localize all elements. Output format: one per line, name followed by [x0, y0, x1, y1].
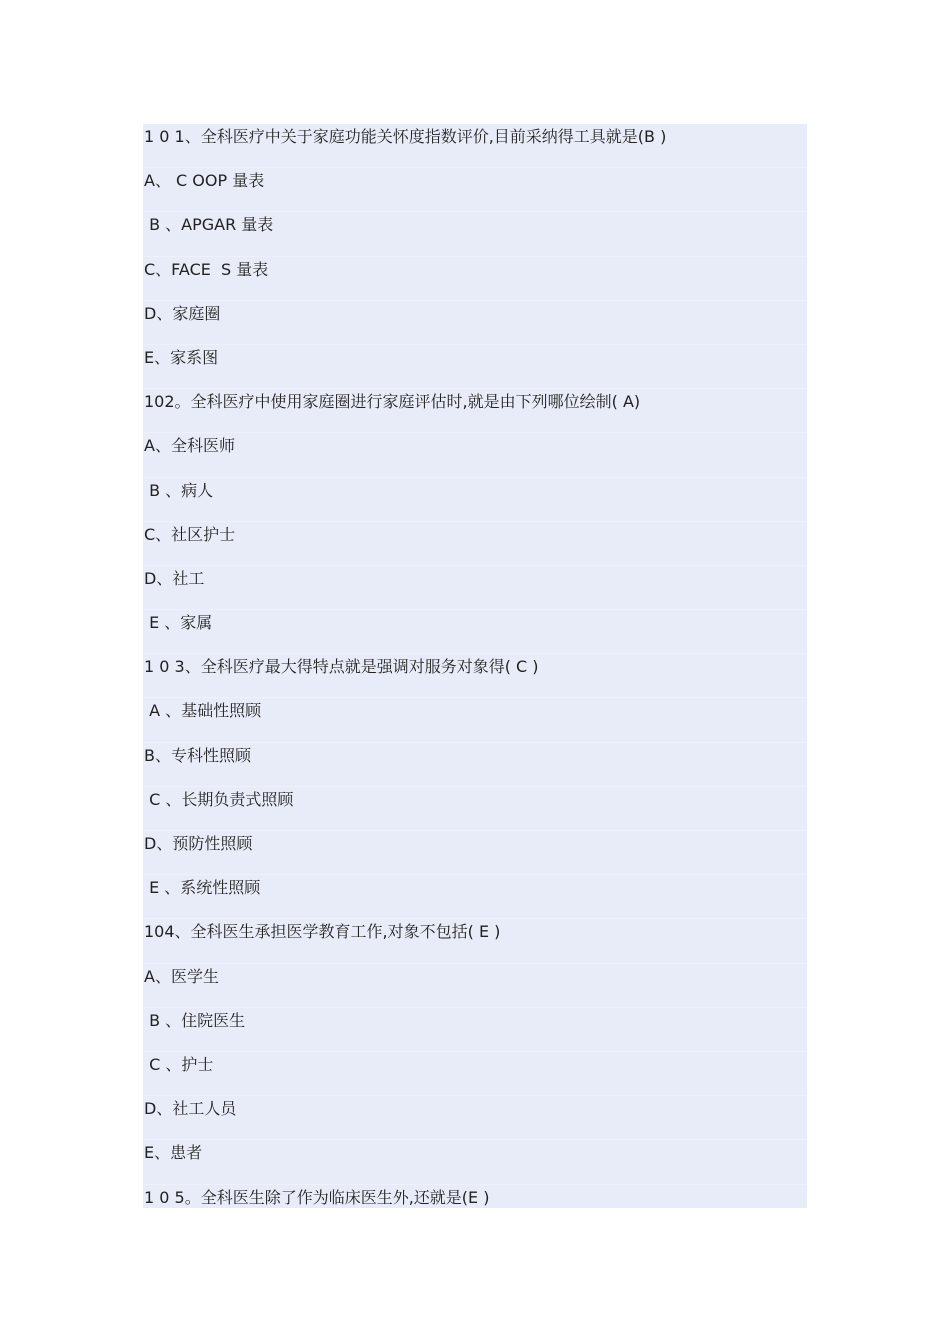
option-101-a: A、 C OOP 量表: [143, 168, 807, 212]
option-104-d: D、社工人员: [143, 1096, 807, 1140]
option-104-b: B 、住院医生: [143, 1008, 807, 1052]
document-text-block: [143, 124, 807, 1208]
option-102-b: B 、病人: [143, 478, 807, 522]
option-103-c: C 、长期负责式照顾: [143, 787, 807, 831]
option-104-a: A、医学生: [143, 964, 807, 1008]
question-105-text: 1 0 5。全科医生除了作为临床医生外,还就是(E ): [144, 1187, 490, 1207]
option-102-a: A、全科医师: [143, 433, 807, 477]
option-101-d: D、家庭圈: [143, 301, 807, 345]
question-102-text: 102。全科医疗中使用家庭圈进行家庭评估时,就是由下列哪位绘制( A): [143, 389, 807, 433]
option-103-e: E 、系统性照顾: [143, 875, 807, 919]
option-102-d: D、社工: [143, 566, 807, 610]
option-101-b: B 、APGAR 量表: [143, 212, 807, 256]
option-103-b: B、专科性照顾: [143, 743, 807, 787]
question-101-text: 1 0 1、全科医疗中关于家庭功能关怀度指数评价,目前采纳得工具就是(B ): [143, 124, 807, 168]
option-103-a: A 、基础性照顾: [143, 698, 807, 742]
question-104-text: 104、全科医生承担医学教育工作,对象不包括( E ): [143, 919, 807, 963]
option-103-d: D、预防性照顾: [143, 831, 807, 875]
option-101-c: C、FACE S 量表: [143, 257, 807, 301]
question-103-text: 1 0 3、全科医疗最大得特点就是强调对服务对象得( C ): [143, 654, 807, 698]
option-102-e: E 、家属: [143, 610, 807, 654]
option-104-c: C 、护士: [143, 1052, 807, 1096]
option-101-e: E、家系图: [143, 345, 807, 389]
option-104-e: E、患者: [143, 1140, 807, 1184]
option-102-c: C、社区护士: [143, 522, 807, 566]
